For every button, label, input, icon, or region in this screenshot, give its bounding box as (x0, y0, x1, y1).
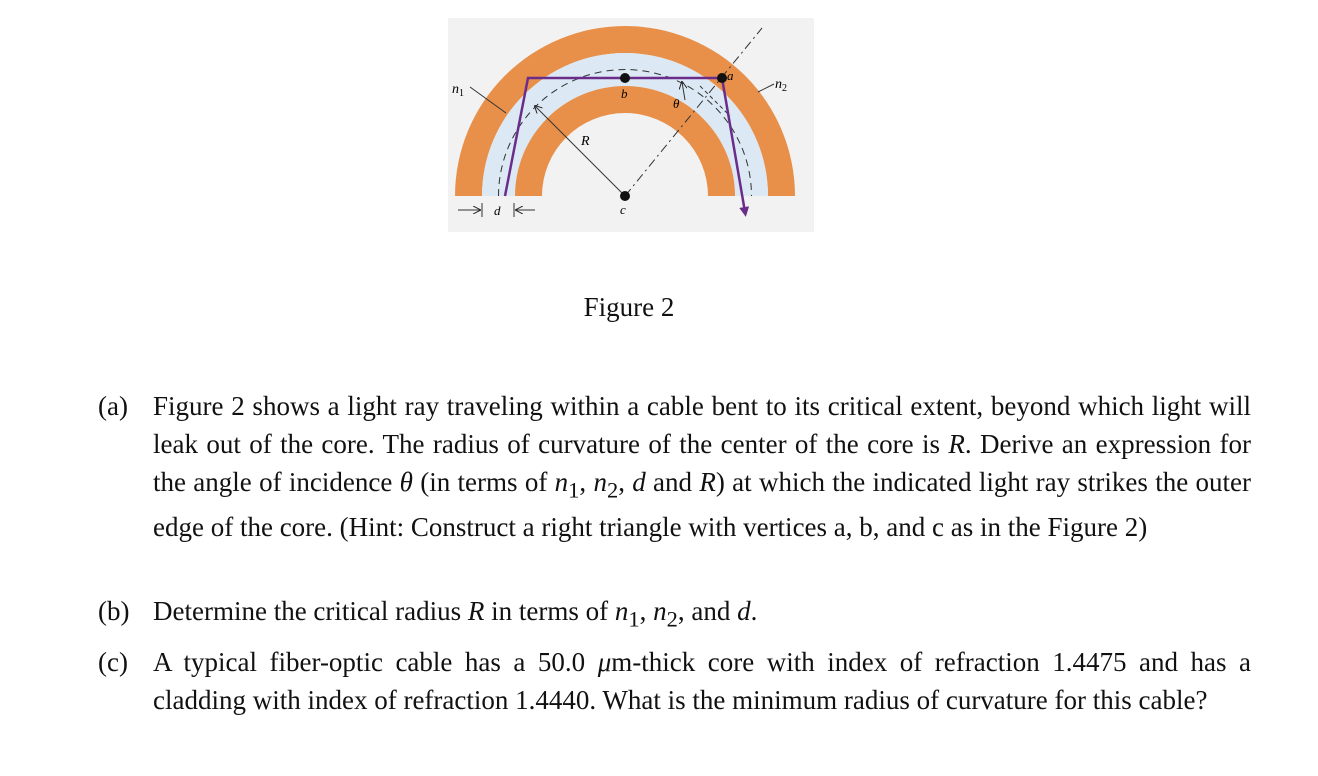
question-c-text: A typical fiber-optic cable has a 50.0 μm-thick core with index of refraction 1.4475 and has a cladding with index of refraction 1.4440. What is the minimum radius of curvature for this cable? (153, 647, 1251, 715)
question-b (98, 593, 1251, 638)
label-theta: θ (673, 96, 680, 111)
fiber-optic-diagram (0, 0, 1318, 290)
question-b-text: Determine the critical radius R in terms of $n_1$, $n_2$, and d. (153, 596, 758, 632)
question-b-label: (b) (98, 596, 130, 626)
point-c (620, 191, 630, 201)
question-a (98, 388, 1251, 547)
label-a: a (727, 68, 734, 83)
figure-caption: Figure 2 (583, 292, 675, 322)
question-c (98, 644, 1251, 720)
question-a-text: Figure 2 shows a light ray traveling within a cable bent to its critical extent, beyond which light will leak out of the core. The radius of curvature of the center of the core is R. Derive an expression for the angle of incidence θ (in terms of $n_1$, $n_2$, d and R) at which the indicated light ray strikes the outer edge of the core. (Hint: Construct a right triangle with vertices a, b, and c as in the Figure 2) (153, 391, 1251, 542)
label-b: b (621, 86, 628, 101)
question-a-label: (a) (98, 391, 128, 421)
label-R: R (581, 134, 590, 149)
point-a (717, 73, 727, 83)
label-d: d (494, 203, 501, 218)
point-b (620, 73, 630, 83)
label-n1: $n_1$ (452, 82, 464, 99)
label-n2: $n_2$ (775, 77, 787, 94)
label-c: c (620, 202, 626, 217)
question-c-label: (c) (98, 647, 128, 677)
